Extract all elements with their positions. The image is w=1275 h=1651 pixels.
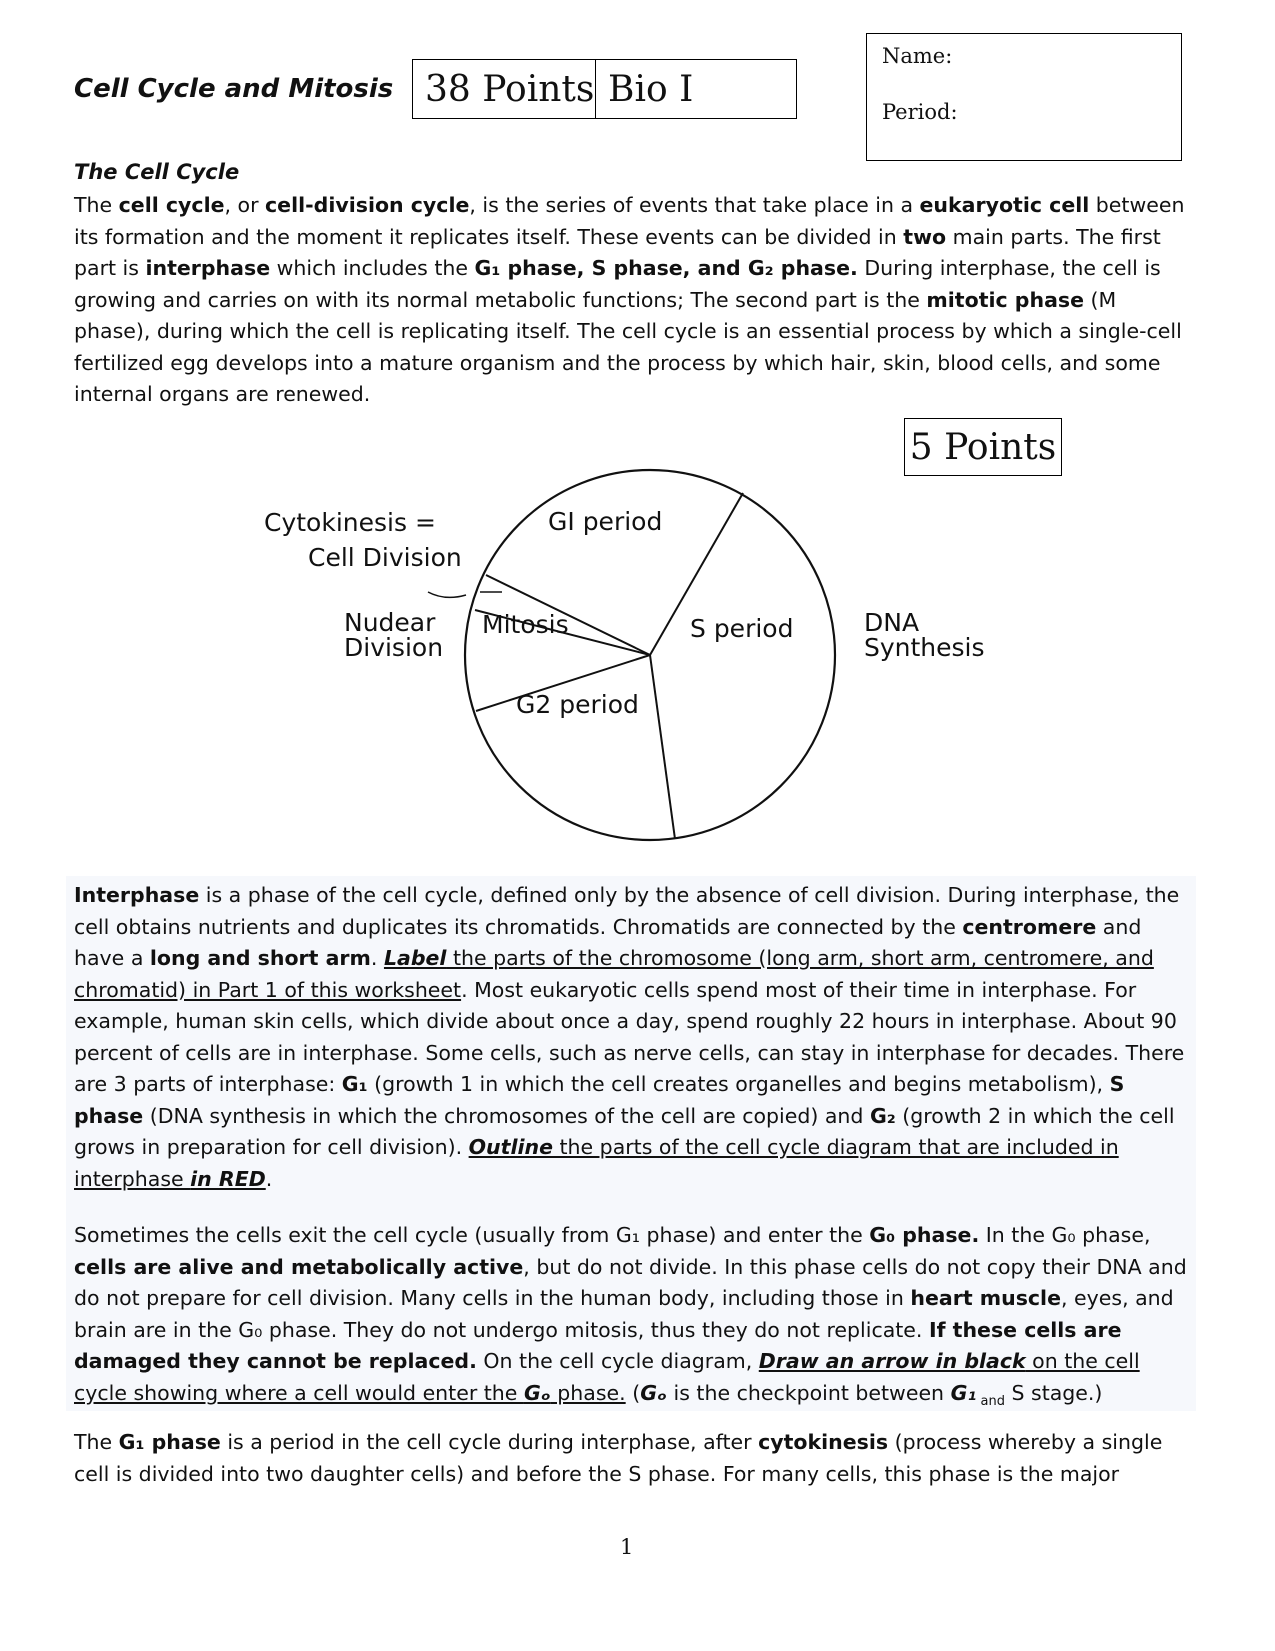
name-period-box — [866, 33, 1182, 161]
period-label: Period: — [882, 100, 958, 124]
label-g2-period: G2 period — [516, 690, 639, 719]
label-mitosis: Mitosis — [482, 610, 569, 639]
g1-paragraph: The G₁ phase is a period in the cell cycle during interphase, after cytokinesis (process whereby a single cell is divided into two daughter cells) and before the S phase. For many cells, this phase is the major — [74, 1430, 1163, 1486]
g0-paragraph: Sometimes the cells exit the cell cycle (usually from G₁ phase) and enter the G₀ phase. In the G₀ phase, cells are alive and metabolically active, but do not divide. In this phase cells do not copy their DNA and do not prepare for cell division. Many cells in the human body, including those in heart muscle, eyes, and brain are in the G₀ phase. They do not undergo mitosis, thus they do not replicate. If these cells are damaged they cannot be replaced. On the cell cycle diagram, Draw an arrow in black on the cell cycle showing where a cell would enter the Gₒ phase. (Gₒ is the checkpoint between G₁ $_{and}$ S stage.) — [74, 1223, 1187, 1409]
label-synthesis: Synthesis — [864, 633, 985, 662]
label-cell-division: Cell Division — [308, 543, 462, 572]
section-heading: The Cell Cycle — [74, 160, 240, 184]
cytokinesis-leader — [428, 592, 466, 597]
divider-s-g2 — [650, 655, 675, 839]
label-cytokinesis: Cytokinesis = — [264, 508, 436, 537]
label-s-period: S period — [690, 614, 794, 643]
course-label: Bio I — [608, 68, 694, 110]
intro-paragraph: The cell cycle, or cell-division cycle, is the series of events that take place in a eukaryotic cell between its formation and the moment it replicates itself. These events can be divided in two main parts. The first part is interphase which includes the G₁ phase, S phase, and G₂ phase. During interphase, the cell is growing and carries on with its normal metabolic functions; The second part is the mitotic phase (M phase), during which the cell is replicating itself. The cell cycle is an essential process by which a single-cell fertilized egg develops into a mature organism and the process by which hair, skin, blood cells, and some internal organs are renewed. — [74, 193, 1185, 406]
label-g1-period: GI period — [548, 507, 663, 536]
name-label: Name: — [882, 44, 953, 68]
worksheet-title: Cell Cycle and Mitosis — [74, 74, 394, 104]
page-number: 1 — [620, 1535, 634, 1559]
total-points: 38 Points — [413, 60, 596, 118]
label-dna: DNA — [864, 608, 920, 637]
interphase-paragraph: Interphase is a phase of the cell cycle, defined only by the absence of cell division. During interphase, the cell obtains nutrients and duplicates its chromatids. Chromatids are connected by the centromere and have a long and short arm. Label the parts of the chromosome (long arm, short arm, centromere, and chromatid) in Part 1 of this worksheet. Most eukaryotic cells spend most of their time in interphase. For example, human skin cells, which divide about once a day, spend roughly 22 hours in interphase. About 90 percent of cells are in interphase. Some cells, such as nerve cells, can stay in interphase for decades. There are 3 parts of interphase: G₁ (growth 1 in which the cell creates organelles and begins metabolism), S phase (DNA synthesis in which the chromosomes of the cell are copied) and G₂ (growth 2 in which the cell grows in preparation for cell division). Outline the parts of the cell cycle diagram that are included in interphase in RED. — [74, 883, 1185, 1191]
points-box — [412, 59, 797, 119]
diagram-points-box: 5 Points — [904, 418, 1062, 476]
cell-cycle-diagram — [250, 455, 1010, 865]
label-nuclear: Nudear — [344, 608, 436, 637]
label-division: Division — [344, 633, 444, 662]
